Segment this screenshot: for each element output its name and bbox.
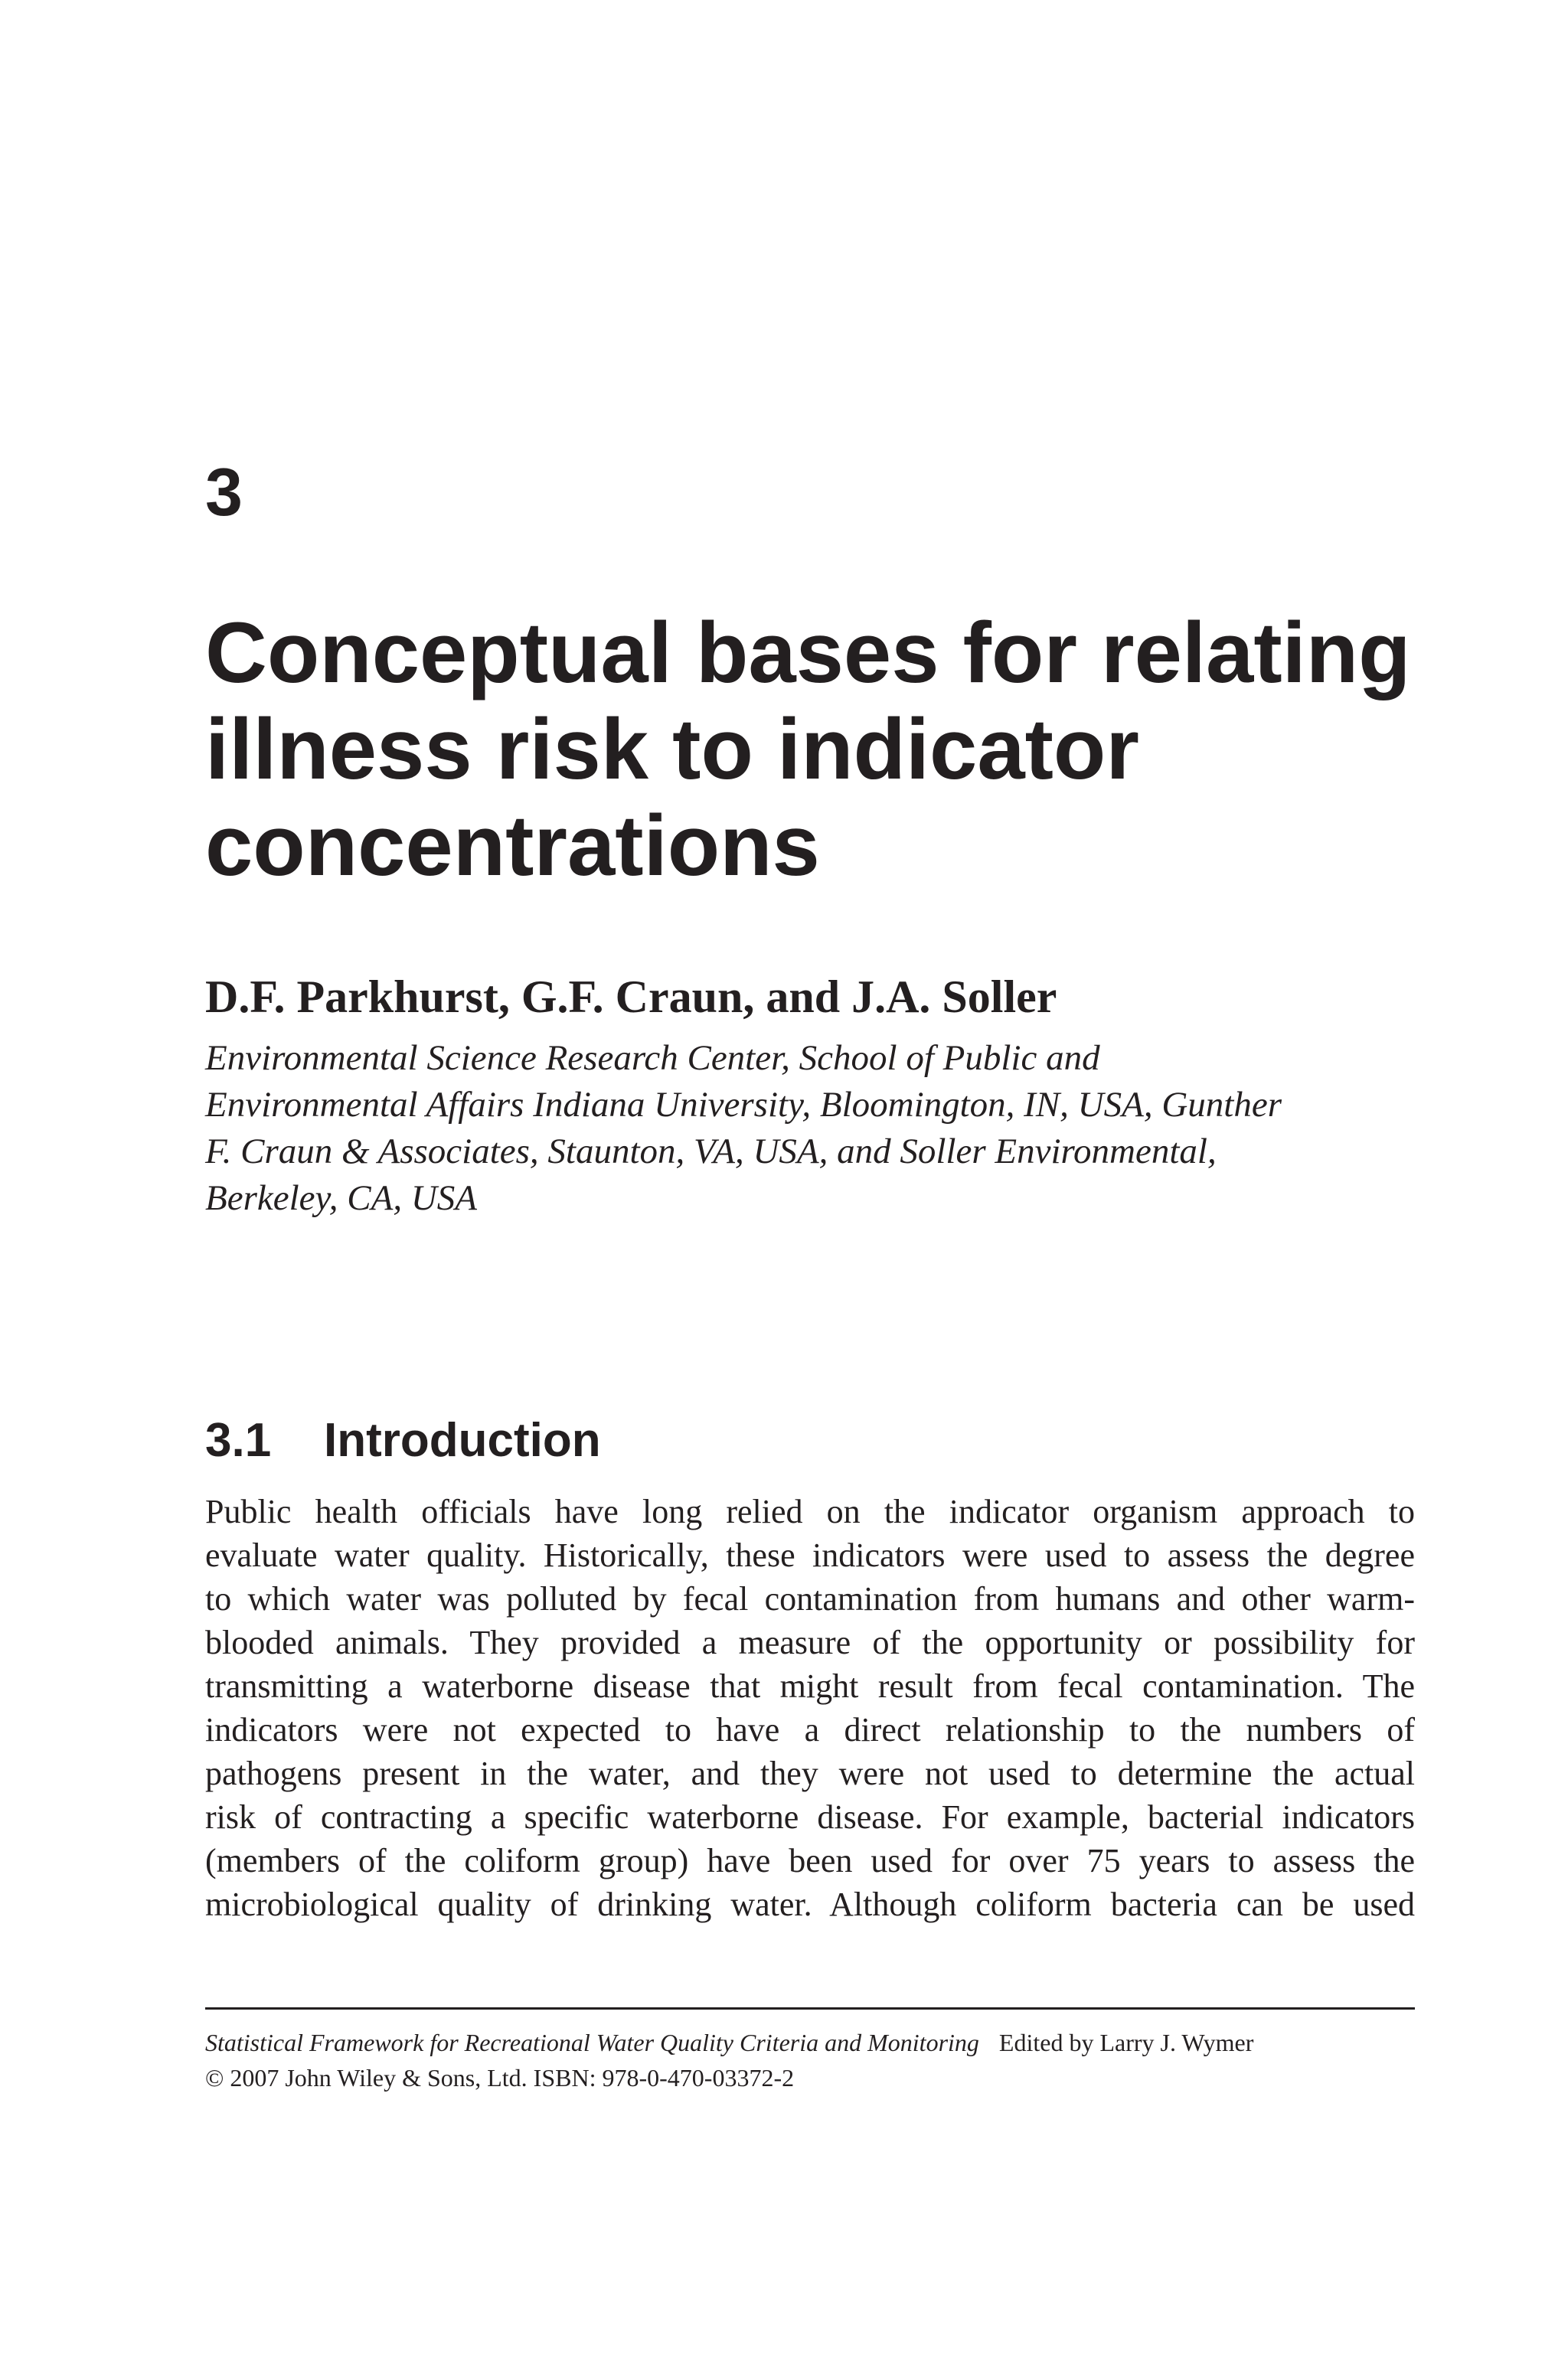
section-title: Introduction: [324, 1414, 601, 1467]
body-line: Public health officials have long relied on the indicator organism approach to: [205, 1493, 1415, 1530]
body-line: blooded animals. They provided a measure of the opportunity or possibility for: [205, 1624, 1415, 1661]
body-line: microbiological quality of drinking water. Although coliform bacteria can be used: [205, 1886, 1415, 1923]
footer-book-title: Statistical Framework for Recreational Water Quality Criteria and Monitoring: [205, 2029, 979, 2056]
body-paragraph: [205, 1490, 1415, 1926]
chapter-title: [205, 605, 1415, 894]
body-line: risk of contracting a specific waterborne disease. For example, bacterial indicators: [205, 1798, 1415, 1836]
chapter-title-line: Conceptual bases for relating: [205, 605, 1411, 700]
body-line: transmitting a waterborne disease that might result from fecal contamination. The: [205, 1667, 1415, 1705]
footer-editor: Edited by Larry J. Wymer: [998, 2029, 1254, 2056]
body-line: (members of the coliform group) have been used for over 75 years to assess the: [205, 1842, 1415, 1879]
footer-copyright: © 2007 John Wiley & Sons, Ltd. ISBN: 978-0-470-03372-2: [205, 2064, 795, 2092]
chapter-title-line: illness risk to indicator: [205, 701, 1139, 797]
section-heading: [205, 1412, 601, 1470]
section-number: 3.1: [205, 1414, 272, 1467]
affiliation-line: F. Craun & Associates, Staunton, VA, USA, and Soller Environmental,: [205, 1132, 1217, 1171]
chapter-number: 3: [205, 454, 243, 530]
affiliation-line: Environmental Affairs Indiana University, Bloomington, IN, USA, Gunther: [205, 1085, 1282, 1125]
affiliation: [205, 1035, 1430, 1222]
chapter-title-line: concentrations: [205, 798, 820, 893]
footer-book-info: [205, 2026, 1253, 2059]
affiliation-line: Environmental Science Research Center, School of Public and: [205, 1038, 1100, 1078]
body-line: to which water was polluted by fecal contamination from humans and other warm-: [205, 1580, 1415, 1618]
body-line: pathogens present in the water, and they were not used to determine the actual: [205, 1755, 1415, 1792]
footer-divider: [205, 2007, 1415, 2010]
authors: D.F. Parkhurst, G.F. Craun, and J.A. Soller: [205, 972, 1057, 1022]
affiliation-line: Berkeley, CA, USA: [205, 1178, 477, 1218]
body-line: evaluate water quality. Historically, these indicators were used to assess the degree: [205, 1536, 1415, 1574]
body-line: indicators were not expected to have a direct relationship to the numbers of: [205, 1711, 1415, 1749]
